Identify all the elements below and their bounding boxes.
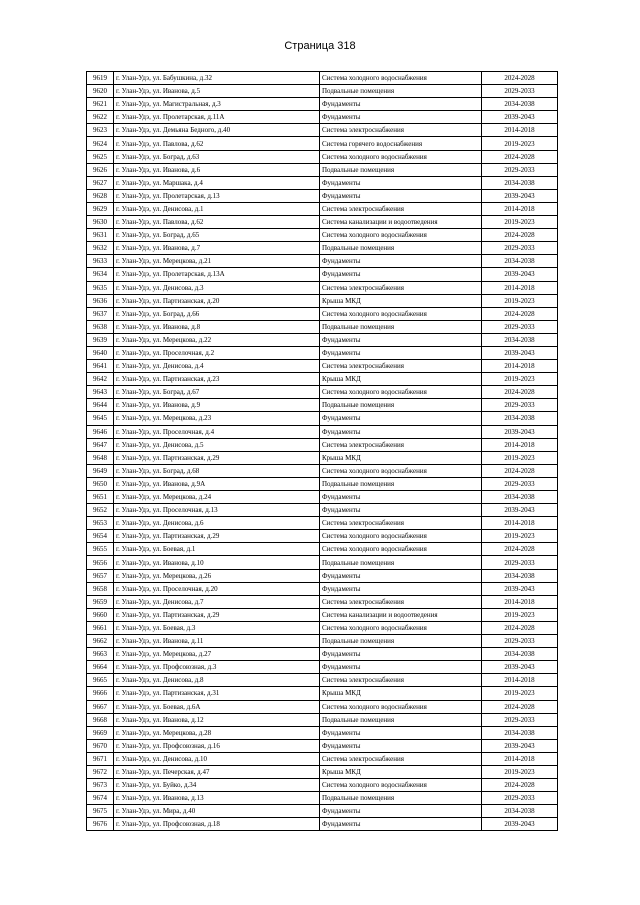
building-element-cell: Фундаменты: [320, 111, 482, 124]
address-cell: г. Улан-Удэ, ул. Профсоюзная, д.3: [114, 661, 320, 674]
table-row: [87, 477, 558, 490]
address-cell: г. Улан-Удэ, ул. Партизанская, д.29: [114, 608, 320, 621]
address-cell: г. Улан-Удэ, ул. Боград, д.63: [114, 150, 320, 163]
building-element-cell: Фундаменты: [320, 805, 482, 818]
row-number-cell: 9655: [87, 543, 114, 556]
row-number-cell: 9637: [87, 307, 114, 320]
row-number-cell: 9650: [87, 477, 114, 490]
repair-period-cell: 2029-2033: [482, 399, 558, 412]
building-element-cell: Фундаменты: [320, 189, 482, 202]
table-row: [87, 163, 558, 176]
building-element-cell: Система холодного водоснабжения: [320, 621, 482, 634]
row-number-cell: 9627: [87, 176, 114, 189]
row-number-cell: 9665: [87, 674, 114, 687]
repair-period-cell: 2014-2018: [482, 595, 558, 608]
building-element-cell: Система электроснабжения: [320, 438, 482, 451]
row-number-cell: 9669: [87, 726, 114, 739]
row-number-cell: 9674: [87, 792, 114, 805]
address-cell: г. Улан-Удэ, ул. Боевая, д.3: [114, 621, 320, 634]
table-row: [87, 451, 558, 464]
building-element-cell: Крыша МКД: [320, 687, 482, 700]
table-row: [87, 779, 558, 792]
row-number-cell: 9646: [87, 425, 114, 438]
repair-period-cell: 2039-2043: [482, 504, 558, 517]
table-row: [87, 530, 558, 543]
repair-period-cell: 2039-2043: [482, 818, 558, 831]
address-cell: г. Улан-Удэ, ул. Проселочная, д.4: [114, 425, 320, 438]
repair-period-cell: 2039-2043: [482, 739, 558, 752]
table-row: [87, 150, 558, 163]
row-number-cell: 9659: [87, 595, 114, 608]
table-row: [87, 216, 558, 229]
row-number-cell: 9638: [87, 320, 114, 333]
repair-period-cell: 2034-2038: [482, 333, 558, 346]
repair-period-cell: 2014-2018: [482, 752, 558, 765]
table-row: [87, 726, 558, 739]
repair-period-cell: 2014-2018: [482, 674, 558, 687]
address-cell: г. Улан-Удэ, ул. Бабушкина, д.32: [114, 72, 320, 85]
address-cell: г. Улан-Удэ, ул. Мерецкова, д.24: [114, 491, 320, 504]
building-element-cell: Подвальные помещения: [320, 320, 482, 333]
building-element-cell: Система канализации и водоотведения: [320, 608, 482, 621]
address-cell: г. Улан-Удэ, ул. Мерецкова, д.23: [114, 412, 320, 425]
row-number-cell: 9675: [87, 805, 114, 818]
address-cell: г. Улан-Удэ, ул. Боград, д.68: [114, 464, 320, 477]
building-element-cell: Подвальные помещения: [320, 635, 482, 648]
repair-period-cell: 2014-2018: [482, 281, 558, 294]
table-row: [87, 674, 558, 687]
table-row: [87, 202, 558, 215]
repair-period-cell: 2039-2043: [482, 346, 558, 359]
repair-period-cell: 2024-2028: [482, 150, 558, 163]
table-row: [87, 85, 558, 98]
row-number-cell: 9648: [87, 451, 114, 464]
table-row: [87, 386, 558, 399]
row-number-cell: 9651: [87, 491, 114, 504]
row-number-cell: 9652: [87, 504, 114, 517]
table-body: [87, 72, 558, 831]
building-element-cell: Фундаменты: [320, 412, 482, 425]
address-cell: г. Улан-Удэ, ул. Боград, д.67: [114, 386, 320, 399]
table-row: [87, 595, 558, 608]
table-row: [87, 176, 558, 189]
repair-period-cell: 2024-2028: [482, 386, 558, 399]
repair-period-cell: 2029-2033: [482, 242, 558, 255]
address-cell: г. Улан-Удэ, ул. Иванова, д.9А: [114, 477, 320, 490]
building-element-cell: Система электроснабжения: [320, 124, 482, 137]
building-element-cell: Фундаменты: [320, 739, 482, 752]
building-element-cell: Система электроснабжения: [320, 360, 482, 373]
table-row: [87, 569, 558, 582]
repair-period-cell: 2039-2043: [482, 661, 558, 674]
address-cell: г. Улан-Удэ, ул. Профсоюзная, д.18: [114, 818, 320, 831]
building-element-cell: Система холодного водоснабжения: [320, 543, 482, 556]
building-element-cell: Система электроснабжения: [320, 674, 482, 687]
address-cell: г. Улан-Удэ, ул. Павлова, д.62: [114, 216, 320, 229]
table-row: [87, 412, 558, 425]
building-element-cell: Подвальные помещения: [320, 713, 482, 726]
repair-period-cell: 2019-2023: [482, 294, 558, 307]
address-cell: г. Улан-Удэ, ул. Проселочная, д.2: [114, 346, 320, 359]
address-cell: г. Улан-Удэ, ул. Иванова, д.12: [114, 713, 320, 726]
row-number-cell: 9657: [87, 569, 114, 582]
building-element-cell: Система холодного водоснабжения: [320, 464, 482, 477]
building-element-cell: Система холодного водоснабжения: [320, 779, 482, 792]
row-number-cell: 9628: [87, 189, 114, 202]
building-element-cell: Система электроснабжения: [320, 752, 482, 765]
table-row: [87, 399, 558, 412]
building-element-cell: Система холодного водоснабжения: [320, 229, 482, 242]
table-row: [87, 307, 558, 320]
address-cell: г. Улан-Удэ, ул. Пролетарская, д.13: [114, 189, 320, 202]
repair-period-cell: 2029-2033: [482, 713, 558, 726]
table-row: [87, 700, 558, 713]
row-number-cell: 9630: [87, 216, 114, 229]
building-element-cell: Крыша МКД: [320, 451, 482, 464]
address-cell: г. Улан-Удэ, ул. Денисова, д.6: [114, 517, 320, 530]
repair-period-cell: 2034-2038: [482, 412, 558, 425]
repair-period-cell: 2034-2038: [482, 648, 558, 661]
table-row: [87, 320, 558, 333]
table-row: [87, 608, 558, 621]
address-cell: г. Улан-Удэ, ул. Иванова, д.6: [114, 163, 320, 176]
address-cell: г. Улан-Удэ, ул. Денисова, д.8: [114, 674, 320, 687]
repair-period-cell: 2034-2038: [482, 491, 558, 504]
address-cell: г. Улан-Удэ, ул. Проселочная, д.13: [114, 504, 320, 517]
row-number-cell: 9644: [87, 399, 114, 412]
table-row: [87, 229, 558, 242]
row-number-cell: 9636: [87, 294, 114, 307]
address-cell: г. Улан-Удэ, ул. Мерецкова, д.26: [114, 569, 320, 582]
building-element-cell: Подвальные помещения: [320, 163, 482, 176]
row-number-cell: 9641: [87, 360, 114, 373]
address-cell: г. Улан-Удэ, ул. Денисова, д.7: [114, 595, 320, 608]
building-element-cell: Фундаменты: [320, 582, 482, 595]
row-number-cell: 9619: [87, 72, 114, 85]
row-number-cell: 9656: [87, 556, 114, 569]
repair-period-cell: 2024-2028: [482, 464, 558, 477]
row-number-cell: 9634: [87, 268, 114, 281]
building-element-cell: Система горячего водоснабжения: [320, 137, 482, 150]
address-cell: г. Улан-Удэ, ул. Денисова, д.5: [114, 438, 320, 451]
repair-period-cell: 2024-2028: [482, 779, 558, 792]
table-row: [87, 818, 558, 831]
row-number-cell: 9629: [87, 202, 114, 215]
table-row: [87, 635, 558, 648]
repair-period-cell: 2029-2033: [482, 85, 558, 98]
repair-period-cell: 2024-2028: [482, 700, 558, 713]
building-element-cell: Фундаменты: [320, 333, 482, 346]
row-number-cell: 9624: [87, 137, 114, 150]
row-number-cell: 9633: [87, 255, 114, 268]
building-element-cell: Фундаменты: [320, 648, 482, 661]
building-element-cell: Система холодного водоснабжения: [320, 530, 482, 543]
table-row: [87, 556, 558, 569]
row-number-cell: 9622: [87, 111, 114, 124]
repair-period-cell: 2034-2038: [482, 569, 558, 582]
repair-period-cell: 2024-2028: [482, 307, 558, 320]
table-row: [87, 765, 558, 778]
building-element-cell: Фундаменты: [320, 425, 482, 438]
table-row: [87, 242, 558, 255]
repair-period-cell: 2039-2043: [482, 111, 558, 124]
address-cell: г. Улан-Удэ, ул. Партизанская, д.29: [114, 530, 320, 543]
table-row: [87, 504, 558, 517]
address-cell: г. Улан-Удэ, ул. Боград, д.65: [114, 229, 320, 242]
row-number-cell: 9676: [87, 818, 114, 831]
repair-period-cell: 2014-2018: [482, 438, 558, 451]
address-cell: г. Улан-Удэ, ул. Денисова, д.3: [114, 281, 320, 294]
row-number-cell: 9673: [87, 779, 114, 792]
address-cell: г. Улан-Удэ, ул. Пролетарская, д.11А: [114, 111, 320, 124]
address-cell: г. Улан-Удэ, ул. Партизанская, д.31: [114, 687, 320, 700]
repair-schedule-table: [86, 71, 558, 831]
address-cell: г. Улан-Удэ, ул. Демьяна Бедного, д.40: [114, 124, 320, 137]
row-number-cell: 9661: [87, 621, 114, 634]
address-cell: г. Улан-Удэ, ул. Магистральная, д.3: [114, 98, 320, 111]
building-element-cell: Фундаменты: [320, 268, 482, 281]
address-cell: г. Улан-Удэ, ул. Партизанская, д.23: [114, 373, 320, 386]
building-element-cell: Система холодного водоснабжения: [320, 307, 482, 320]
repair-period-cell: 2024-2028: [482, 621, 558, 634]
table-row: [87, 752, 558, 765]
row-number-cell: 9654: [87, 530, 114, 543]
building-element-cell: Фундаменты: [320, 346, 482, 359]
building-element-cell: Система электроснабжения: [320, 517, 482, 530]
row-number-cell: 9660: [87, 608, 114, 621]
table-row: [87, 621, 558, 634]
table-row: [87, 124, 558, 137]
address-cell: г. Улан-Удэ, ул. Боград, д.66: [114, 307, 320, 320]
repair-period-cell: 2034-2038: [482, 98, 558, 111]
address-cell: г. Улан-Удэ, ул. Печерская, д.47: [114, 765, 320, 778]
row-number-cell: 9668: [87, 713, 114, 726]
repair-period-cell: 2014-2018: [482, 124, 558, 137]
address-cell: г. Улан-Удэ, ул. Денисова, д.10: [114, 752, 320, 765]
building-element-cell: Фундаменты: [320, 255, 482, 268]
address-cell: г. Улан-Удэ, ул. Профсоюзная, д.16: [114, 739, 320, 752]
building-element-cell: Фундаменты: [320, 661, 482, 674]
row-number-cell: 9623: [87, 124, 114, 137]
row-number-cell: 9620: [87, 85, 114, 98]
table-row: [87, 346, 558, 359]
row-number-cell: 9639: [87, 333, 114, 346]
table-row: [87, 792, 558, 805]
row-number-cell: 9670: [87, 739, 114, 752]
table-row: [87, 517, 558, 530]
table-row: [87, 582, 558, 595]
repair-period-cell: 2039-2043: [482, 268, 558, 281]
table-row: [87, 805, 558, 818]
row-number-cell: 9672: [87, 765, 114, 778]
row-number-cell: 9642: [87, 373, 114, 386]
repair-period-cell: 2024-2028: [482, 72, 558, 85]
row-number-cell: 9653: [87, 517, 114, 530]
building-element-cell: Система электроснабжения: [320, 202, 482, 215]
address-cell: г. Улан-Удэ, ул. Денисова, д.1: [114, 202, 320, 215]
address-cell: г. Улан-Удэ, ул. Иванова, д.10: [114, 556, 320, 569]
repair-period-cell: 2019-2023: [482, 687, 558, 700]
building-element-cell: Система канализации и водоотведения: [320, 216, 482, 229]
building-element-cell: Система холодного водоснабжения: [320, 72, 482, 85]
building-element-cell: Крыша МКД: [320, 294, 482, 307]
table-row: [87, 713, 558, 726]
repair-period-cell: 2019-2023: [482, 765, 558, 778]
table-row: [87, 464, 558, 477]
building-element-cell: Система холодного водоснабжения: [320, 700, 482, 713]
table-row: [87, 189, 558, 202]
repair-period-cell: 2029-2033: [482, 635, 558, 648]
repair-period-cell: 2029-2033: [482, 556, 558, 569]
row-number-cell: 9632: [87, 242, 114, 255]
row-number-cell: 9671: [87, 752, 114, 765]
row-number-cell: 9640: [87, 346, 114, 359]
row-number-cell: 9635: [87, 281, 114, 294]
table-row: [87, 294, 558, 307]
repair-period-cell: 2039-2043: [482, 425, 558, 438]
building-element-cell: Система холодного водоснабжения: [320, 386, 482, 399]
address-cell: г. Улан-Удэ, ул. Мерецкова, д.21: [114, 255, 320, 268]
address-cell: г. Улан-Удэ, ул. Пролетарская, д.13А: [114, 268, 320, 281]
address-cell: г. Улан-Удэ, ул. Иванова, д.7: [114, 242, 320, 255]
row-number-cell: 9643: [87, 386, 114, 399]
building-element-cell: Подвальные помещения: [320, 556, 482, 569]
repair-period-cell: 2034-2038: [482, 255, 558, 268]
building-element-cell: Фундаменты: [320, 98, 482, 111]
row-number-cell: 9649: [87, 464, 114, 477]
table-row: [87, 425, 558, 438]
address-cell: г. Улан-Удэ, ул. Павлова, д.62: [114, 137, 320, 150]
address-cell: г. Улан-Удэ, ул. Маршака, д.4: [114, 176, 320, 189]
table-row: [87, 137, 558, 150]
table-row: [87, 373, 558, 386]
repair-period-cell: 2034-2038: [482, 726, 558, 739]
table-row: [87, 281, 558, 294]
page-title: Страница 318: [284, 40, 356, 52]
table-row: [87, 438, 558, 451]
address-cell: г. Улан-Удэ, ул. Боевая, д.1: [114, 543, 320, 556]
repair-period-cell: 2024-2028: [482, 543, 558, 556]
repair-period-cell: 2019-2023: [482, 216, 558, 229]
row-number-cell: 9667: [87, 700, 114, 713]
row-number-cell: 9663: [87, 648, 114, 661]
table-row: [87, 360, 558, 373]
row-number-cell: 9664: [87, 661, 114, 674]
table-row: [87, 72, 558, 85]
building-element-cell: Подвальные помещения: [320, 399, 482, 412]
repair-period-cell: 2029-2033: [482, 792, 558, 805]
address-cell: г. Улан-Удэ, ул. Иванова, д.8: [114, 320, 320, 333]
address-cell: г. Улан-Удэ, ул. Мерецкова, д.27: [114, 648, 320, 661]
repair-period-cell: 2019-2023: [482, 608, 558, 621]
table-row: [87, 739, 558, 752]
building-element-cell: Подвальные помещения: [320, 242, 482, 255]
address-cell: г. Улан-Удэ, ул. Проселочная, д.20: [114, 582, 320, 595]
address-cell: г. Улан-Удэ, ул. Партизанская, д.20: [114, 294, 320, 307]
address-cell: г. Улан-Удэ, ул. Денисова, д.4: [114, 360, 320, 373]
repair-period-cell: 2014-2018: [482, 517, 558, 530]
building-element-cell: Фундаменты: [320, 569, 482, 582]
table-row: [87, 333, 558, 346]
address-cell: г. Улан-Удэ, ул. Иванова, д.11: [114, 635, 320, 648]
address-cell: г. Улан-Удэ, ул. Мерецкова, д.22: [114, 333, 320, 346]
repair-period-cell: 2024-2028: [482, 229, 558, 242]
repair-period-cell: 2039-2043: [482, 582, 558, 595]
row-number-cell: 9666: [87, 687, 114, 700]
table-row: [87, 111, 558, 124]
building-element-cell: Система холодного водоснабжения: [320, 150, 482, 163]
repair-period-cell: 2034-2038: [482, 805, 558, 818]
repair-period-cell: 2014-2018: [482, 360, 558, 373]
building-element-cell: Система электроснабжения: [320, 595, 482, 608]
row-number-cell: 9658: [87, 582, 114, 595]
row-number-cell: 9645: [87, 412, 114, 425]
address-cell: г. Улан-Удэ, ул. Иванова, д.5: [114, 85, 320, 98]
building-element-cell: Подвальные помещения: [320, 792, 482, 805]
row-number-cell: 9647: [87, 438, 114, 451]
row-number-cell: 9662: [87, 635, 114, 648]
building-element-cell: Подвальные помещения: [320, 477, 482, 490]
building-element-cell: Фундаменты: [320, 176, 482, 189]
building-element-cell: Фундаменты: [320, 818, 482, 831]
table-row: [87, 543, 558, 556]
table-row: [87, 268, 558, 281]
repair-period-cell: 2019-2023: [482, 373, 558, 386]
table-row: [87, 687, 558, 700]
table-row: [87, 255, 558, 268]
address-cell: г. Улан-Удэ, ул. Мира, д.40: [114, 805, 320, 818]
repair-period-cell: 2029-2033: [482, 477, 558, 490]
row-number-cell: 9621: [87, 98, 114, 111]
building-element-cell: Крыша МКД: [320, 765, 482, 778]
building-element-cell: Подвальные помещения: [320, 85, 482, 98]
address-cell: г. Улан-Удэ, ул. Иванова, д.13: [114, 792, 320, 805]
row-number-cell: 9626: [87, 163, 114, 176]
building-element-cell: Система электроснабжения: [320, 281, 482, 294]
address-cell: г. Улан-Удэ, ул. Иванова, д.9: [114, 399, 320, 412]
address-cell: г. Улан-Удэ, ул. Партизанская, д.29: [114, 451, 320, 464]
table-row: [87, 661, 558, 674]
table-row: [87, 648, 558, 661]
row-number-cell: 9625: [87, 150, 114, 163]
repair-period-cell: 2039-2043: [482, 189, 558, 202]
repair-period-cell: 2029-2033: [482, 320, 558, 333]
table-row: [87, 491, 558, 504]
repair-period-cell: 2014-2018: [482, 202, 558, 215]
building-element-cell: Фундаменты: [320, 504, 482, 517]
repair-period-cell: 2034-2038: [482, 176, 558, 189]
row-number-cell: 9631: [87, 229, 114, 242]
repair-period-cell: 2019-2023: [482, 451, 558, 464]
repair-period-cell: 2029-2033: [482, 163, 558, 176]
address-cell: г. Улан-Удэ, ул. Мерецкова, д.28: [114, 726, 320, 739]
building-element-cell: Крыша МКД: [320, 373, 482, 386]
address-cell: г. Улан-Удэ, ул. Боевая, д.6А: [114, 700, 320, 713]
repair-period-cell: 2019-2023: [482, 137, 558, 150]
building-element-cell: Фундаменты: [320, 491, 482, 504]
table-row: [87, 98, 558, 111]
building-element-cell: Фундаменты: [320, 726, 482, 739]
repair-period-cell: 2019-2023: [482, 530, 558, 543]
address-cell: г. Улан-Удэ, ул. Буйко, д.34: [114, 779, 320, 792]
